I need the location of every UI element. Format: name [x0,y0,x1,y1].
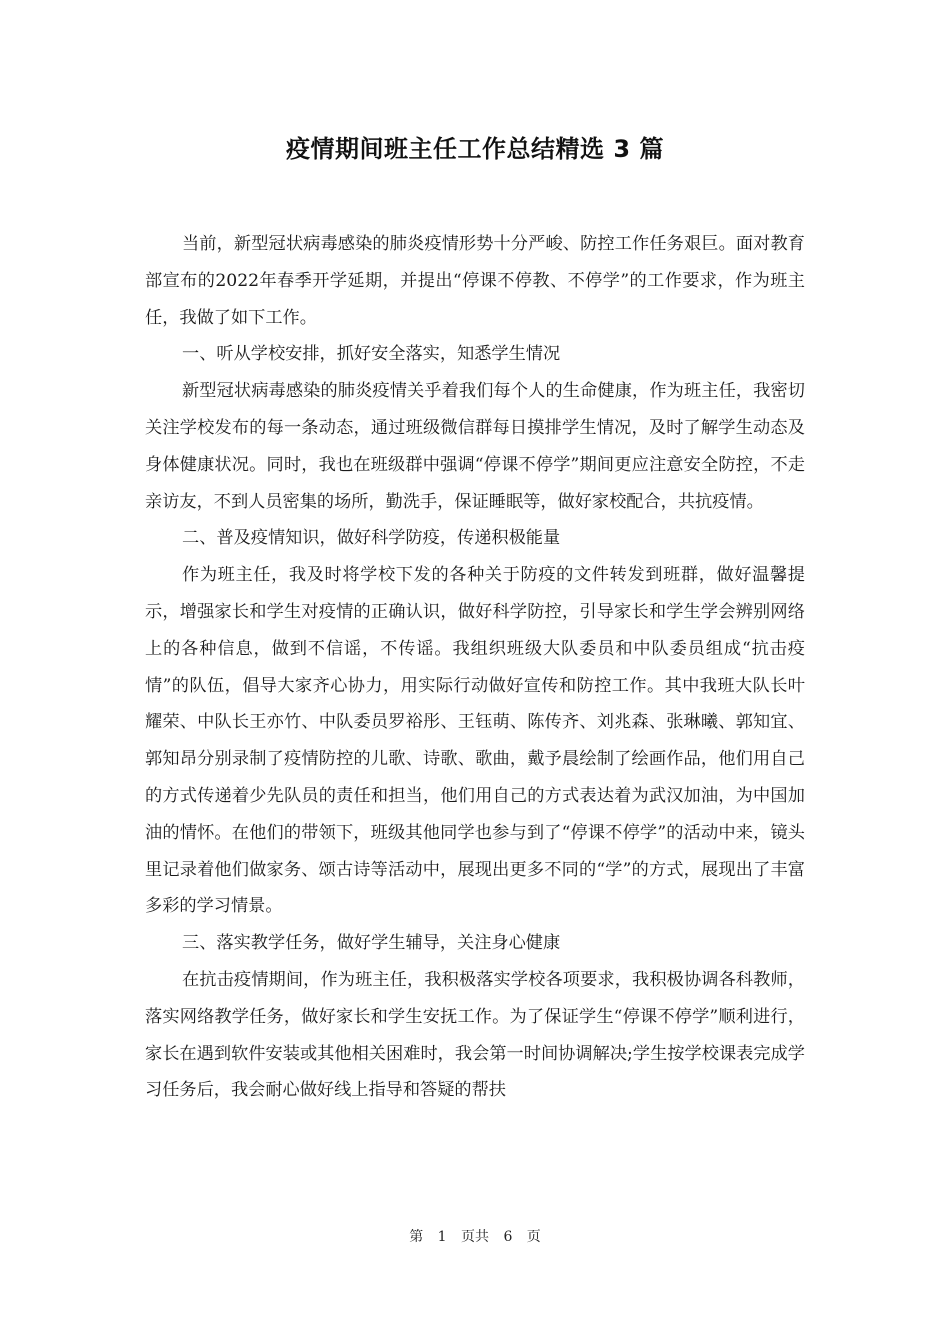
document-body [145,226,805,1109]
page-footer [0,1226,950,1248]
paragraph-section-2: 作为班主任，我及时将学校下发的各种关于防疫的文件转发到班群，做好温馨提示，增强家长和学生对疫情的正确认识，做好科学防控，引导家长和学生学会辨别网络上的各种信息，做到不信谣，不传谣。我组织班级大队委员和中队委员组成“抗击疫情”的队伍，倡导大家齐心协力，用实际行动做好宣传和防控工作。其中我班大队长叶耀荣、中队长王亦竹、中队委员罗裕彤、王钰萌、陈传齐、刘兆森、张琳曦、郭知宜、郭知昂分别录制了疫情防控的儿歌、诗歌、歌曲，戴予晨绘制了绘画作品，他们用自己的方式传递着少先队员的责任和担当，他们用自己的方式表达着为武汉加油，为中国加油的情怀。在他们的带领下，班级其他同学也参与到了“停课不停学”的活动中来，镜头里记录着他们做家务、颂古诗等活动中，展现出更多不同的“学”的方式，展现出了丰富多彩的学习情景。 [145,565,805,917]
paragraph-section-3: 在抗击疫情期间，作为班主任，我积极落实学校各项要求，我积极协调各科教师，落实网络教学任务，做好家长和学生安抚工作。为了保证学生“停课不停学”顺利进行，家长在遇到软件安装或其他相关困难时，我会第一时间协调解决;学生按学校课表完成学习任务后，我会耐心做好线上指导和答疑的帮扶 [145,969,805,1101]
section-heading-3: 三、落实教学任务，做好学生辅导，关注身心健康 [182,933,561,954]
page-number: 第 1 页共 6 页 [409,1229,541,1245]
section-heading-1: 一、听从学校安排，抓好安全落实，知悉学生情况 [182,344,561,365]
document-title: 疫情期间班主任工作总结精选 3 篇 [286,135,664,163]
paragraph-intro: 当前，新型冠状病毒感染的肺炎疫情形势十分严峻、防控工作任务艰巨。面对教育部宣布的2022年春季开学延期，并提出“停课不停教、不停学”的工作要求，作为班主任，我做了如下工作。 [145,234,805,328]
section-heading-2: 二、普及疫情知识，做好科学防疫，传递积极能量 [182,528,561,549]
paragraph-section-1: 新型冠状病毒感染的肺炎疫情关乎着我们每个人的生命健康，作为班主任，我密切关注学校发布的每一条动态，通过班级微信群每日摸排学生情况，及时了解学生动态及身体健康状况。同时，我也在班级群中强调“停课不停学”期间更应注意安全防控，不走亲访友，不到人员密集的场所，勤洗手，保证睡眠等，做好家校配合，共抗疫情。 [145,381,805,512]
